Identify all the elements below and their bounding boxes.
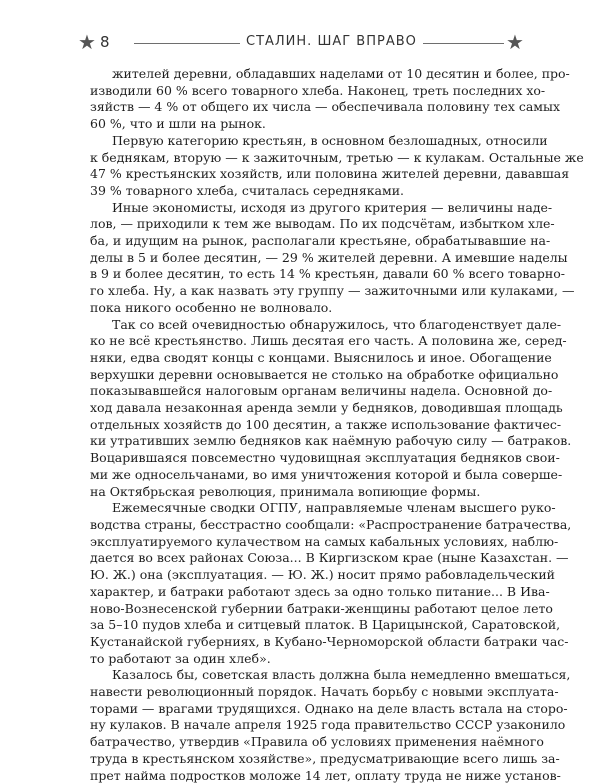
text-line: в 9 и более десятин, то есть 14 % крестьян, давали 60 % всего товарно- [90, 266, 565, 282]
text-line: водства страны, бесстрастно сообщали: «Распространение батрачества, [90, 516, 572, 532]
text-line: ко не всё крестьянство. Лишь десятая его часть. А половина же, серед- [90, 333, 567, 349]
text-line: 47 % крестьянских хозяйств, или половина жителей деревни, дававшая [90, 166, 570, 182]
text-line: делы в 5 и более десятин, — 29 % жителей деревни. А имевшие наделы [90, 249, 568, 265]
text-line: на Октябрьская революция, принимала вопиющие формы. [90, 483, 481, 499]
text-line: Ежемесячные сводки ОГПУ, направляемые членам высшего руко- [112, 500, 556, 516]
text-line: Кустанайской губерниях, в Кубано-Черноморской области батраки час- [90, 633, 569, 649]
text-line: торами — врагами трудящихся. Однако на деле власть встала на сторо- [90, 700, 568, 716]
text-line: характер, и батраки работают здесь за одно только питание... В Ива- [90, 583, 550, 599]
star-icon: ★ [78, 30, 96, 54]
running-header [0, 30, 600, 58]
star-icon: ★ [506, 30, 524, 54]
text-line: лов, — приходили к тем же выводам. По их подсчётам, избытком хле- [90, 216, 555, 232]
text-line: Казалось бы, советская власть должна была немедленно вмешаться, [112, 667, 571, 683]
text-line: ново-Вознесенской губернии батраки-женщины работают целое лето [90, 600, 553, 616]
text-line: Воцарившаяся повсеместно чудовищная эксплуатация бедняков свои- [90, 450, 560, 466]
text-line: 60 %, что и шли на рынок. [90, 116, 266, 132]
text-line: навести революционный порядок. Начать борьбу с новыми эксплуата- [90, 684, 559, 700]
paragraph [90, 316, 572, 501]
text-line: показывавшейся налоговым органам величины надела. Основной до- [90, 383, 553, 399]
text-line: эксплуатируемого кулачеством на самых кабальных условиях, наблю- [90, 533, 559, 549]
page-number: 8 [100, 33, 110, 51]
text-line: изводили 60 % всего товарного хлеба. Наконец, треть последних хо- [90, 82, 546, 98]
text-line: ми же односельчанами, во имя уничтожения которой и была соверше- [90, 466, 563, 482]
text-line: верхушки деревни основывается не столько на обработке официально [90, 366, 559, 382]
text-line: ну кулаков. В начале апреля 1925 года правительство СССР узаконило [90, 717, 566, 733]
text-line: отдельных хозяйств до 100 десятин, а также использование фактичес- [90, 416, 562, 432]
paragraph [90, 132, 584, 200]
paragraph [90, 66, 570, 133]
text-line: ки утративших землю бедняков как наёмную рабочую силу — батраков. [90, 433, 572, 449]
text-line: Так со всей очевидностью обнаружилось, что благоденствует дале- [112, 316, 562, 332]
text-line: за 5–10 пудов хлеба и ситцевый платок. В Царицынской, Саратовской, [90, 617, 561, 633]
text-line: зяйств — 4 % от общего их числа — обеспечивала половину тех самых [90, 99, 561, 115]
text-line: 39 % товарного хлеба, считалась середняками. [90, 182, 405, 198]
body-text [90, 66, 584, 784]
text-line: ба, и идущим на рынок, располагали крестьяне, обрабатывавшие на- [90, 233, 551, 249]
text-line: Иные экономисты, исходя из другого критерия — величины наде- [112, 199, 553, 215]
text-line: дается во всех районах Союза... В Киргизском крае (ныне Казахстан. — [90, 550, 569, 566]
text-line: то работают за один хлеб». [90, 650, 271, 666]
paragraph [90, 199, 575, 317]
text-line: труда в крестьянском хозяйстве», предусматривающие всего лишь за- [90, 750, 560, 766]
text-line: го хлеба. Ну, а как назвать эту группу — зажиточными или кулаками, — [90, 283, 575, 299]
text-line: прет найма подростков моложе 14 лет, оплату труда не ниже установ- [90, 767, 561, 783]
text-line: Ю. Ж.) она (эксплуатация. — Ю. Ж.) носит прямо рабовладельческий [90, 567, 555, 583]
text-line: ход давала незаконная аренда земли у бедняков, доводившая площадь [90, 400, 563, 416]
paragraph [90, 500, 572, 667]
text-line: Первую категорию крестьян, в основном безлошадных, относили [112, 132, 548, 148]
text-line: няки, едва сводят концы с концами. Выяснилось и иное. Обогащение [90, 349, 552, 365]
text-line: к беднякам, вторую — к зажиточным, третью — к кулакам. Остальные же [90, 149, 584, 165]
paragraph [90, 667, 571, 784]
running-title: СТАЛИН. ШАГ ВПРАВО [240, 34, 423, 49]
text-line: батрачество, утвердив «Правила об условиях применения наёмного [90, 734, 544, 750]
text-line: пока никого особенно не волновало. [90, 299, 333, 315]
text-line: жителей деревни, обладавших наделами от 10 десятин и более, про- [112, 66, 570, 81]
